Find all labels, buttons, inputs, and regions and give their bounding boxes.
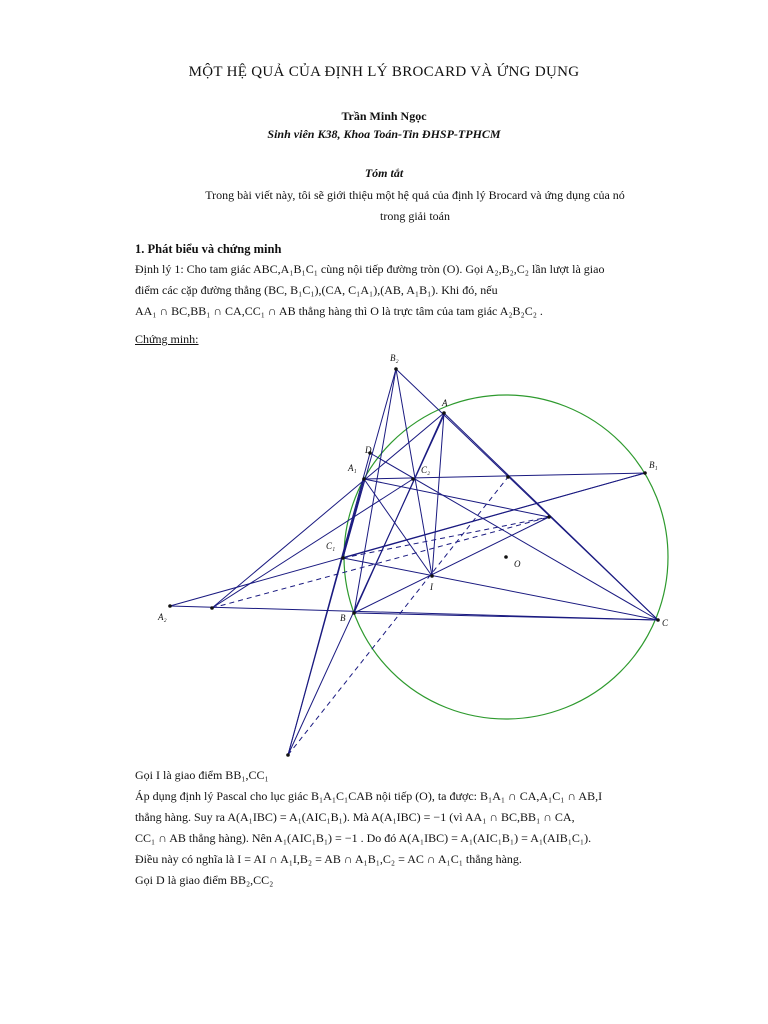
theorem-line-1: Định lý 1: Cho tam giác ABC,A₁B₁C₁ cùng nội tiếp đường tròn (O). Gọi A₂,B₂,C₂ lần lượt là giao bbox=[135, 262, 605, 276]
label-b: B bbox=[340, 613, 346, 623]
proof-line-2: Áp dụng định lý Pascal cho lục giác B₁A₁C₁CAB nội tiếp (O), ta được: B₁A₁ ∩ CA,A₁C₁ ∩ AB,I bbox=[135, 789, 603, 803]
label-i: I bbox=[430, 582, 433, 592]
label-d: D bbox=[365, 445, 372, 455]
label-b1: B₁ bbox=[649, 460, 658, 470]
theorem-line-3: AA₁ ∩ BC,BB₁ ∩ CA,CC₁ ∩ AB thẳng hàng thì O là trực tâm của tam giác A₂B₂C₂ . bbox=[135, 304, 543, 318]
label-a2: A₂ bbox=[158, 612, 167, 622]
proof-body bbox=[135, 765, 695, 891]
label-o: O bbox=[514, 559, 521, 569]
label-a1: A₁ bbox=[348, 463, 357, 473]
label-a: A bbox=[442, 398, 448, 408]
section-heading: 1. Phát biểu và chứng minh bbox=[135, 242, 282, 256]
figure-lines bbox=[170, 369, 658, 755]
label-c1: C₁ bbox=[326, 541, 336, 551]
label-c2: C₂ bbox=[421, 465, 431, 475]
proof-line-5: Điều này có nghĩa là I = AI ∩ A₁I,B₂ = AB ∩ A₁B₁,C₂ = AC ∩ A₁C₁ thẳng hàng. bbox=[135, 852, 522, 866]
proof-line-4: CC₁ ∩ AB thẳng hàng). Nên A₁(AIC₁B₁) = −1 . Do đó A(A₁IBC) = A₁(AIC₁B₁) = A₁(AIB₁C₁). bbox=[135, 831, 592, 845]
author-affiliation: Sinh viên K38, Khoa Toán-Tin ĐHSP-TPHCM bbox=[267, 127, 501, 141]
theorem-line-2: điểm các cặp đường thẳng (BC, B₁C₁),(CA, C₁A₁),(AB, A₁B₁). Khi đó, nếu bbox=[135, 283, 498, 297]
label-c: C bbox=[662, 618, 669, 628]
proof-line-1: Gọi I là giao điểm BB₁,CC₁ bbox=[135, 768, 269, 782]
abstract-line-1: Trong bài viết này, tôi sẽ giới thiệu một hệ quả của định lý Brocard và ứng dụng của nó bbox=[205, 188, 625, 202]
abstract-title: Tóm tắt bbox=[364, 166, 404, 180]
proof-line-3: thẳng hàng. Suy ra A(A₁IBC) = A₁(AIC₁B₁). Mà A(A₁IBC) = −1 (vì AA₁ ∩ BC,BB₁ ∩ CA, bbox=[135, 810, 575, 824]
abstract-line-2: trong giải toán bbox=[380, 209, 450, 223]
proof-line-6: Gọi D là giao điểm BB₂,CC₂ bbox=[135, 873, 274, 887]
label-b2: B₂ bbox=[390, 353, 399, 363]
author-name: Trần Minh Ngọc bbox=[341, 109, 427, 123]
proof-label: Chứng minh: bbox=[135, 332, 199, 346]
paper-title: MỘT HỆ QUẢ CỦA ĐỊNH LÝ BROCARD VÀ ỨNG DỤNG bbox=[188, 64, 580, 80]
